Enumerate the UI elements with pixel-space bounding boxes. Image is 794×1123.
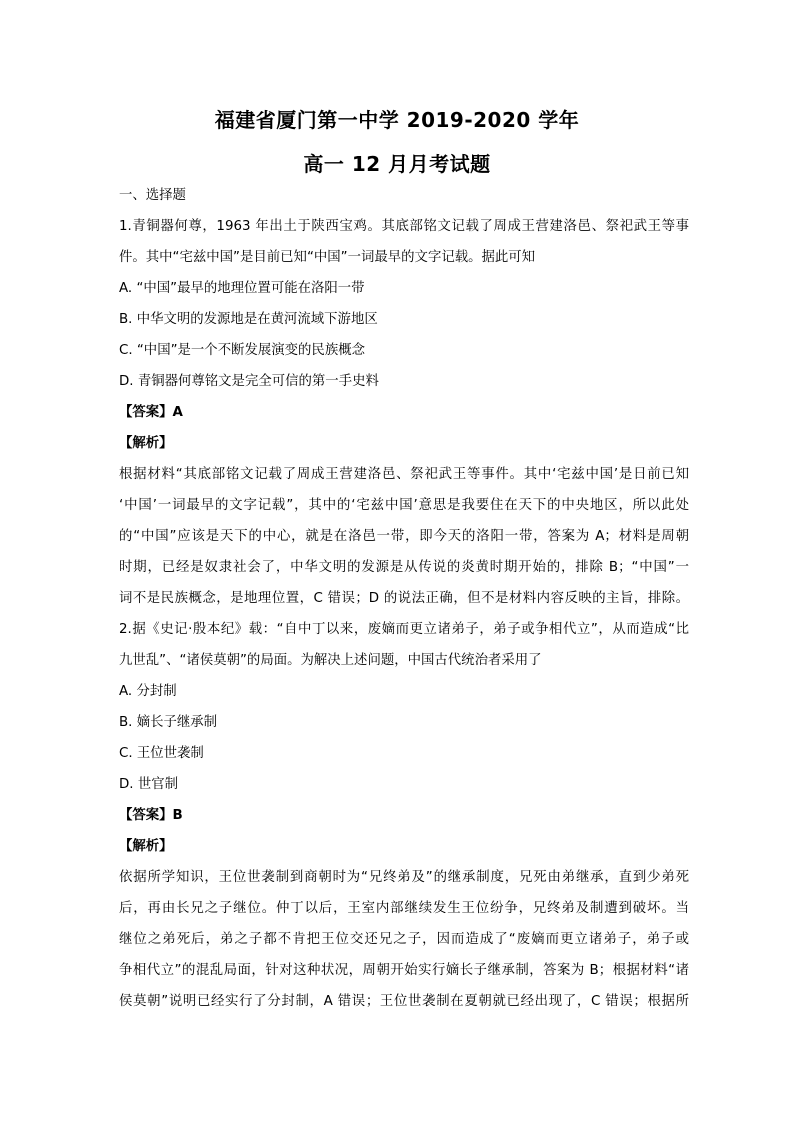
q1-option-d: D. 青铜器何尊铭文是完全可信的第一手史料 xyxy=(119,374,379,389)
q1-analysis-line5: 词不是民族概念，是地理位置，C 错误；D 的说法正确，但不是材料内容反映的主旨，排除。 xyxy=(119,591,689,606)
q1-analysis-line3: 的“中国”应该是天下的中心，就是在洛邑一带，即今天的洛阳一带，答案为 A；材料是周朝 xyxy=(119,529,689,544)
q1-analysis-line4: 时期，已经是奴隶社会了，中华文明的发源是从传说的炎黄时期开始的，排除 B；“中国”一 xyxy=(119,560,689,575)
exam-title-line1: 福建省厦门第一中学 2019-2020 学年 xyxy=(214,108,580,132)
q1-stem-line1: 1.青铜器何尊，1963 年出土于陕西宝鸡。其底部铭文记载了周成王营建洛邑、祭祀武王等事 xyxy=(119,219,689,234)
q1-answer: 【答案】A xyxy=(119,405,183,420)
q2-analysis-line2: 后，再由长兄之子继位。仲丁以后，王室内部继续发生王位纷争，兄终弟及制遭到破坏。当 xyxy=(119,901,689,916)
exam-title-line2: 高一 12 月月考试题 xyxy=(303,152,491,176)
q1-analysis-line1: 根据材料“其底部铭文记载了周成王营建洛邑、祭祀武王等事件。其中‘宅兹中国’是日前已知 xyxy=(119,467,689,482)
q1-option-a: A. “中国”最早的地理位置可能在洛阳一带 xyxy=(119,281,365,296)
q1-analysis-label: 【解析】 xyxy=(119,436,173,451)
q2-stem-line2: 九世乱”、“诸侯莫朝”的局面。为解决上述问题，中国古代统治者采用了 xyxy=(119,653,542,668)
q2-option-a: A. 分封制 xyxy=(119,684,177,699)
q1-option-b: B. 中华文明的发源地是在黄河流域下游地区 xyxy=(119,312,378,327)
q1-analysis-line2: ‘中国’一词最早的文字记载”，其中的‘宅兹中国’意思是我要住在天下的中央地区，所以此处 xyxy=(119,498,689,513)
q2-stem-line1: 2.据《史记·殷本纪》载：“自中丁以来，废嫡而更立诸弟子，弟子或争相代立”，从而造成“比 xyxy=(119,622,689,637)
q2-option-c: C. 王位世袭制 xyxy=(119,746,204,761)
q2-option-b: B. 嫡长子继承制 xyxy=(119,715,218,730)
q2-analysis-line3: 继位之弟死后，弟之子都不肯把王位交还兄之子，因而造成了“废嫡而更立诸弟子，弟子或 xyxy=(119,932,689,947)
q2-option-d: D. 世官制 xyxy=(119,777,178,792)
q2-analysis-line4: 争相代立”的混乱局面，针对这种状况，周朝开始实行嫡长子继承制，答案为 B；根据材料“诸 xyxy=(119,963,689,978)
q2-analysis-label: 【解析】 xyxy=(119,839,173,854)
q1-option-c: C. “中国”是一个不断发展演变的民族概念 xyxy=(119,343,365,358)
q2-answer: 【答案】B xyxy=(119,808,183,823)
q2-analysis-line5: 侯莫朝”说明已经实行了分封制，A 错误；王位世袭制在夏朝就已经出现了，C 错误；根据所 xyxy=(119,994,689,1009)
q2-analysis-line1: 依据所学知识，王位世袭制到商朝时为“兄终弟及”的继承制度，兄死由弟继承，直到少弟死 xyxy=(119,870,689,885)
q1-stem-line2: 件。其中“宅兹中国”是目前已知“中国”一词最早的文字记载。据此可知 xyxy=(119,250,536,265)
section-heading: 一、选择题 xyxy=(119,188,186,203)
